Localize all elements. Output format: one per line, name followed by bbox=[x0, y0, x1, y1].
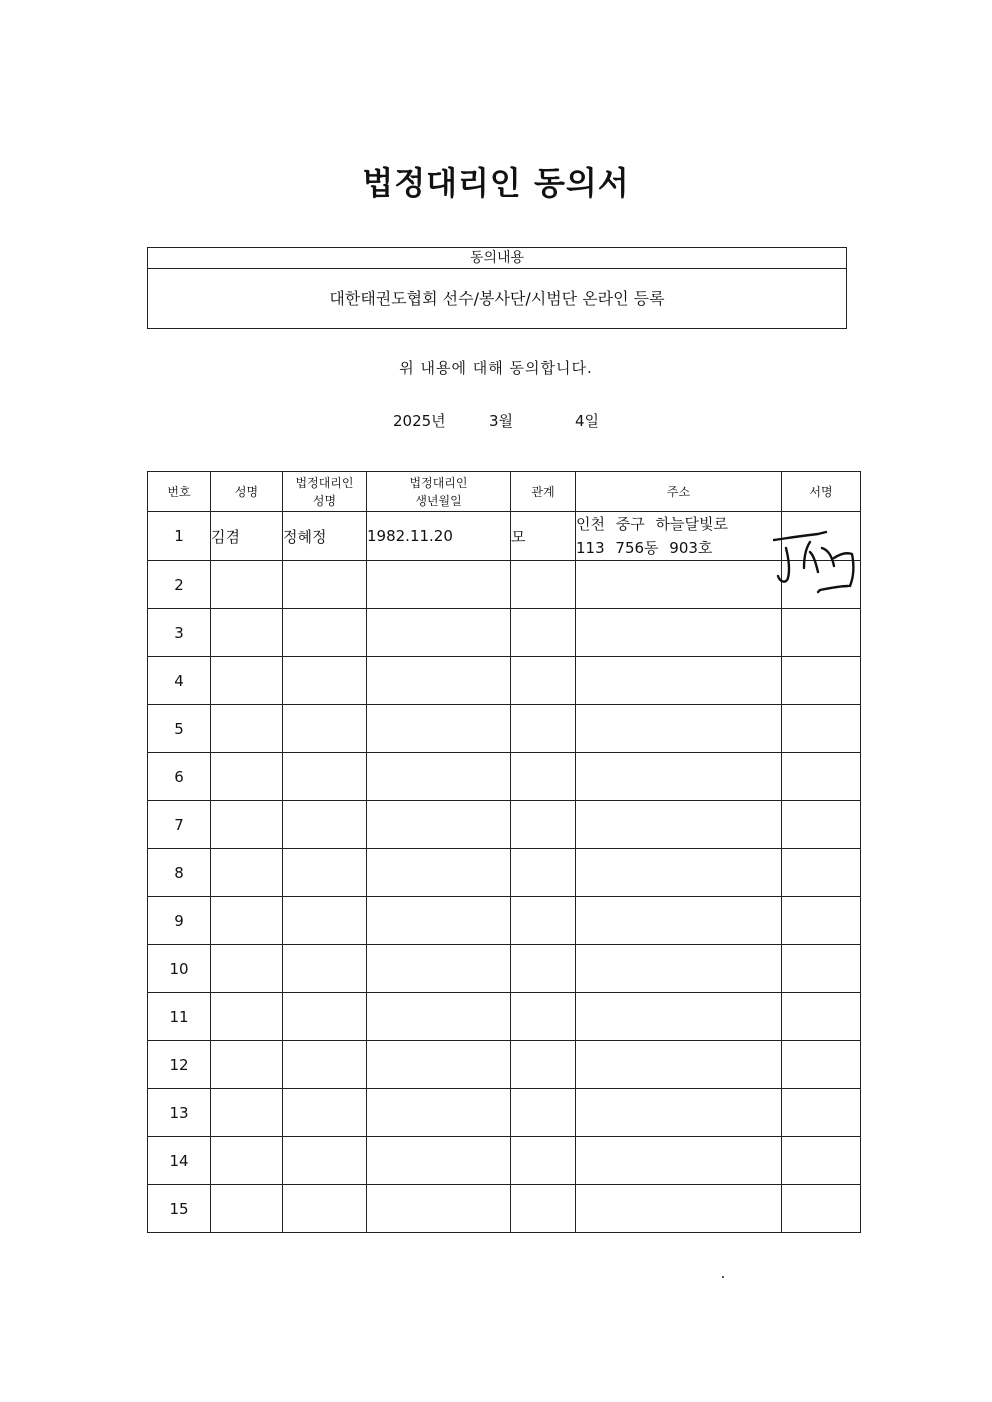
row-number: 7 bbox=[148, 801, 211, 849]
row-relation bbox=[511, 897, 576, 945]
table-row bbox=[148, 1137, 861, 1185]
row-address bbox=[576, 609, 782, 657]
row-signature-cell bbox=[782, 753, 861, 801]
row-number: 2 bbox=[148, 561, 211, 609]
row-relation bbox=[511, 753, 576, 801]
row-name bbox=[211, 705, 283, 753]
row-address-line1: 인천 중구 하늘달빛로 bbox=[576, 515, 728, 533]
row-name bbox=[211, 561, 283, 609]
row-relation bbox=[511, 993, 576, 1041]
row-number: 3 bbox=[148, 609, 211, 657]
registration-table bbox=[147, 471, 861, 1233]
row-address-line2: 113 756동 903호 bbox=[576, 539, 713, 557]
row-address bbox=[576, 753, 782, 801]
row-guardian-birth bbox=[367, 1041, 511, 1089]
header-relation: 관계 bbox=[511, 472, 576, 512]
row-guardian-birth bbox=[367, 561, 511, 609]
row-guardian-name bbox=[283, 1041, 367, 1089]
row-guardian-name bbox=[283, 993, 367, 1041]
row-address bbox=[576, 1185, 782, 1233]
row-number: 8 bbox=[148, 849, 211, 897]
row-guardian-name bbox=[283, 753, 367, 801]
row-address bbox=[576, 993, 782, 1041]
table-row bbox=[148, 1041, 861, 1089]
row-number: 6 bbox=[148, 753, 211, 801]
row-name bbox=[211, 657, 283, 705]
row-signature-cell bbox=[782, 1089, 861, 1137]
header-guardian-name-line2: 성명 bbox=[312, 493, 337, 508]
row-relation bbox=[511, 1089, 576, 1137]
row-guardian-birth bbox=[367, 705, 511, 753]
table-row bbox=[148, 657, 861, 705]
row-relation bbox=[511, 705, 576, 753]
row-number: 10 bbox=[148, 945, 211, 993]
row-signature-cell bbox=[782, 945, 861, 993]
consent-box bbox=[147, 247, 847, 329]
row-guardian-birth bbox=[367, 849, 511, 897]
header-guardian-name-line1: 법정대리인 bbox=[295, 475, 354, 490]
row-relation bbox=[511, 849, 576, 897]
row-relation bbox=[511, 801, 576, 849]
row-relation bbox=[511, 1041, 576, 1089]
table-row bbox=[148, 945, 861, 993]
row-address bbox=[576, 801, 782, 849]
scan-speck bbox=[722, 1276, 724, 1278]
header-number: 번호 bbox=[148, 472, 211, 512]
row-guardian-name bbox=[283, 945, 367, 993]
row-guardian-birth bbox=[367, 1185, 511, 1233]
row-relation: 모 bbox=[511, 512, 576, 561]
handwritten-signature bbox=[770, 518, 870, 620]
row-signature-cell bbox=[782, 897, 861, 945]
row-guardian-birth bbox=[367, 609, 511, 657]
row-name: 김겸 bbox=[211, 512, 283, 561]
row-number: 12 bbox=[148, 1041, 211, 1089]
row-guardian-name bbox=[283, 657, 367, 705]
header-guardian-name bbox=[283, 472, 367, 512]
row-name bbox=[211, 753, 283, 801]
consent-header: 동의내용 bbox=[148, 248, 846, 269]
row-name bbox=[211, 801, 283, 849]
row-guardian-name: 정혜정 bbox=[283, 512, 367, 561]
row-number: 1 bbox=[148, 512, 211, 561]
header-address: 주소 bbox=[576, 472, 782, 512]
row-address bbox=[576, 657, 782, 705]
row-signature-cell bbox=[782, 657, 861, 705]
row-name bbox=[211, 945, 283, 993]
row-signature-cell bbox=[782, 1137, 861, 1185]
row-address bbox=[576, 1137, 782, 1185]
row-name bbox=[211, 849, 283, 897]
row-guardian-birth bbox=[367, 657, 511, 705]
row-guardian-birth bbox=[367, 945, 511, 993]
row-address bbox=[576, 897, 782, 945]
row-guardian-birth bbox=[367, 753, 511, 801]
table-row bbox=[148, 753, 861, 801]
table-row bbox=[148, 849, 861, 897]
row-number: 5 bbox=[148, 705, 211, 753]
row-number: 13 bbox=[148, 1089, 211, 1137]
table-row bbox=[148, 801, 861, 849]
row-guardian-name bbox=[283, 801, 367, 849]
row-name bbox=[211, 1185, 283, 1233]
row-guardian-birth bbox=[367, 993, 511, 1041]
row-guardian-name bbox=[283, 561, 367, 609]
table-row bbox=[148, 705, 861, 753]
row-address bbox=[576, 1089, 782, 1137]
row-guardian-name bbox=[283, 705, 367, 753]
row-guardian-birth: 1982.11.20 bbox=[367, 512, 511, 561]
table-header-row bbox=[148, 472, 861, 512]
row-guardian-name bbox=[283, 1089, 367, 1137]
row-guardian-name bbox=[283, 1137, 367, 1185]
date-month: 3월 bbox=[489, 412, 514, 430]
row-address bbox=[576, 945, 782, 993]
row-number: 15 bbox=[148, 1185, 211, 1233]
row-name bbox=[211, 1089, 283, 1137]
row-address bbox=[576, 512, 782, 561]
table-row bbox=[148, 897, 861, 945]
row-relation bbox=[511, 1185, 576, 1233]
table-row bbox=[148, 561, 861, 609]
row-relation bbox=[511, 561, 576, 609]
row-number: 9 bbox=[148, 897, 211, 945]
row-relation bbox=[511, 1137, 576, 1185]
row-name bbox=[211, 1137, 283, 1185]
table-row bbox=[148, 512, 861, 561]
agreement-text: 위 내용에 대해 동의합니다. bbox=[399, 359, 593, 377]
row-signature-cell bbox=[782, 801, 861, 849]
row-signature-cell bbox=[782, 1185, 861, 1233]
row-guardian-name bbox=[283, 609, 367, 657]
date-year: 2025년 bbox=[393, 412, 446, 430]
row-relation bbox=[511, 657, 576, 705]
row-address bbox=[576, 705, 782, 753]
header-signature: 서명 bbox=[782, 472, 861, 512]
row-address bbox=[576, 561, 782, 609]
row-number: 4 bbox=[148, 657, 211, 705]
row-signature-cell bbox=[782, 849, 861, 897]
table-row bbox=[148, 1089, 861, 1137]
row-number: 11 bbox=[148, 993, 211, 1041]
header-name: 성명 bbox=[211, 472, 283, 512]
row-guardian-birth bbox=[367, 1089, 511, 1137]
row-name bbox=[211, 1041, 283, 1089]
row-guardian-name bbox=[283, 897, 367, 945]
row-relation bbox=[511, 609, 576, 657]
row-signature-cell bbox=[782, 705, 861, 753]
header-guardian-birth bbox=[367, 472, 511, 512]
row-guardian-birth bbox=[367, 801, 511, 849]
consent-content: 대한태권도협회 선수/봉사단/시범단 온라인 등록 bbox=[329, 289, 665, 308]
header-guardian-birth-line1: 법정대리인 bbox=[409, 475, 468, 490]
table-row bbox=[148, 1185, 861, 1233]
date-day: 4일 bbox=[575, 412, 600, 430]
table-row bbox=[148, 609, 861, 657]
row-guardian-name bbox=[283, 1185, 367, 1233]
row-name bbox=[211, 993, 283, 1041]
header-guardian-birth-line2: 생년월일 bbox=[415, 493, 462, 508]
row-signature-cell bbox=[782, 1041, 861, 1089]
row-address bbox=[576, 849, 782, 897]
row-name bbox=[211, 609, 283, 657]
row-number: 14 bbox=[148, 1137, 211, 1185]
row-signature-cell bbox=[782, 993, 861, 1041]
row-name bbox=[211, 897, 283, 945]
row-guardian-name bbox=[283, 849, 367, 897]
row-guardian-birth bbox=[367, 897, 511, 945]
table-row bbox=[148, 993, 861, 1041]
row-relation bbox=[511, 945, 576, 993]
row-address bbox=[576, 1041, 782, 1089]
row-guardian-birth bbox=[367, 1137, 511, 1185]
document-title: 법정대리인 동의서 bbox=[362, 164, 630, 202]
